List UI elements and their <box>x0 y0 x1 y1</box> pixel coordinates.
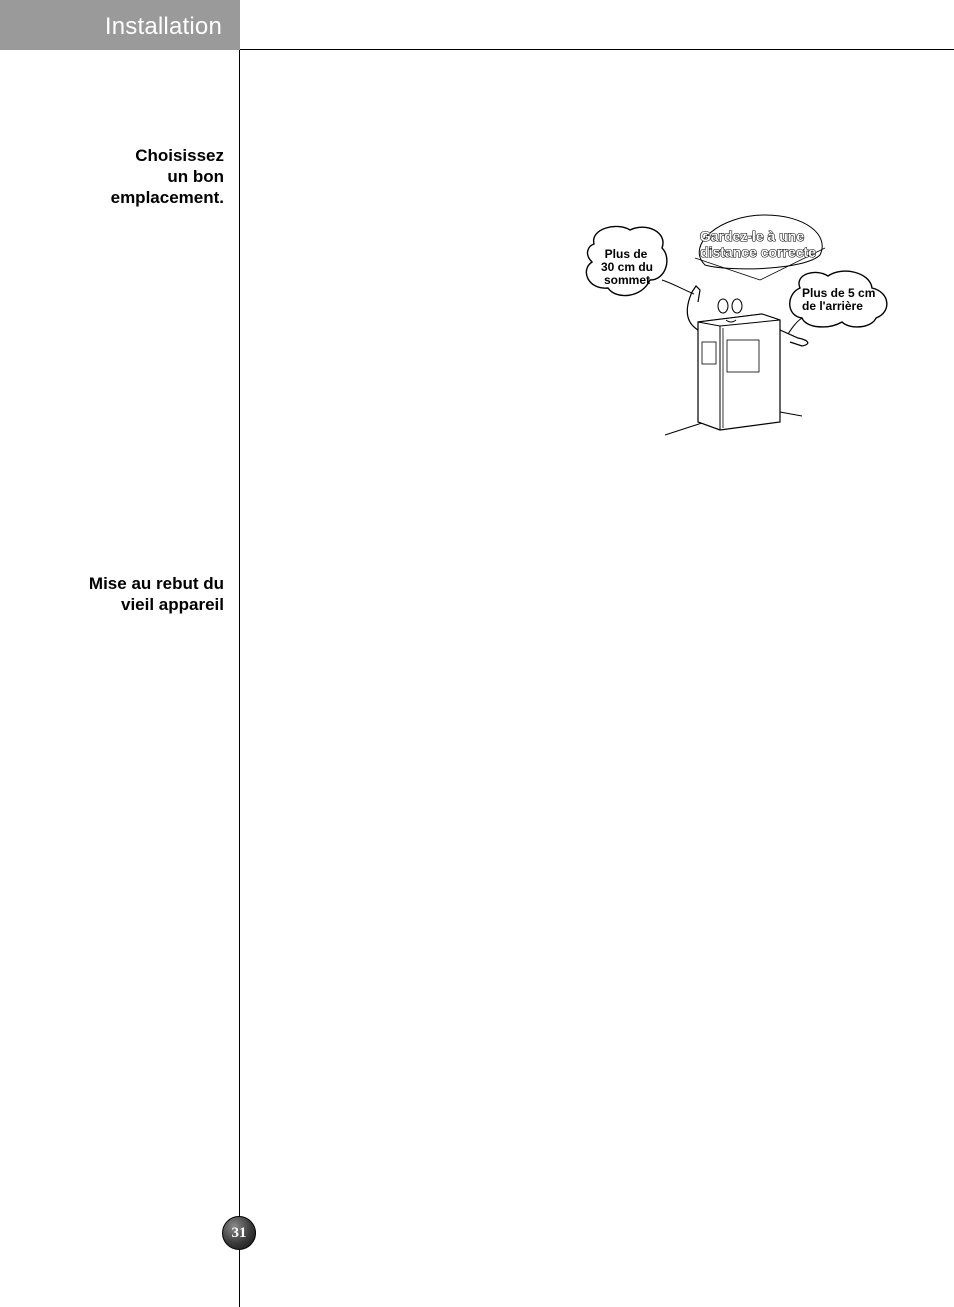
bubble-top-line-3: sommet <box>603 273 651 287</box>
floor-line-left <box>665 422 705 435</box>
page-number-badge <box>222 1216 256 1250</box>
eye-right <box>732 299 742 313</box>
section-heading-location: Choisissez un bon emplacement. <box>110 146 224 207</box>
bubble-back-line-2: de l'arrière <box>802 299 863 313</box>
refrigerator-clearance-illustration <box>580 210 900 445</box>
banner-line-2: distance correcte <box>700 244 816 260</box>
bubble-pointer <box>788 318 802 334</box>
bubble-pointer <box>662 280 694 294</box>
sidebar-divider <box>239 50 240 1307</box>
page-number: 31 <box>231 1224 247 1241</box>
header-rule <box>240 49 954 50</box>
bubble-top-line-1: Plus de <box>604 247 648 261</box>
section-heading-disposal: Mise au rebut du vieil appareil <box>88 574 224 614</box>
bubble-back-line-1: Plus de 5 cm <box>802 286 876 300</box>
header-tab <box>0 0 240 50</box>
water-dispenser <box>702 342 716 364</box>
banner-line-1: Gardez-le à une <box>699 228 805 244</box>
door-panel <box>727 340 759 372</box>
bubble-top-line-2: 30 cm du <box>600 260 654 274</box>
eye-left <box>718 299 728 313</box>
page-title: Installation <box>104 13 222 40</box>
arm-right <box>780 330 808 346</box>
floor-line-right <box>780 412 802 416</box>
